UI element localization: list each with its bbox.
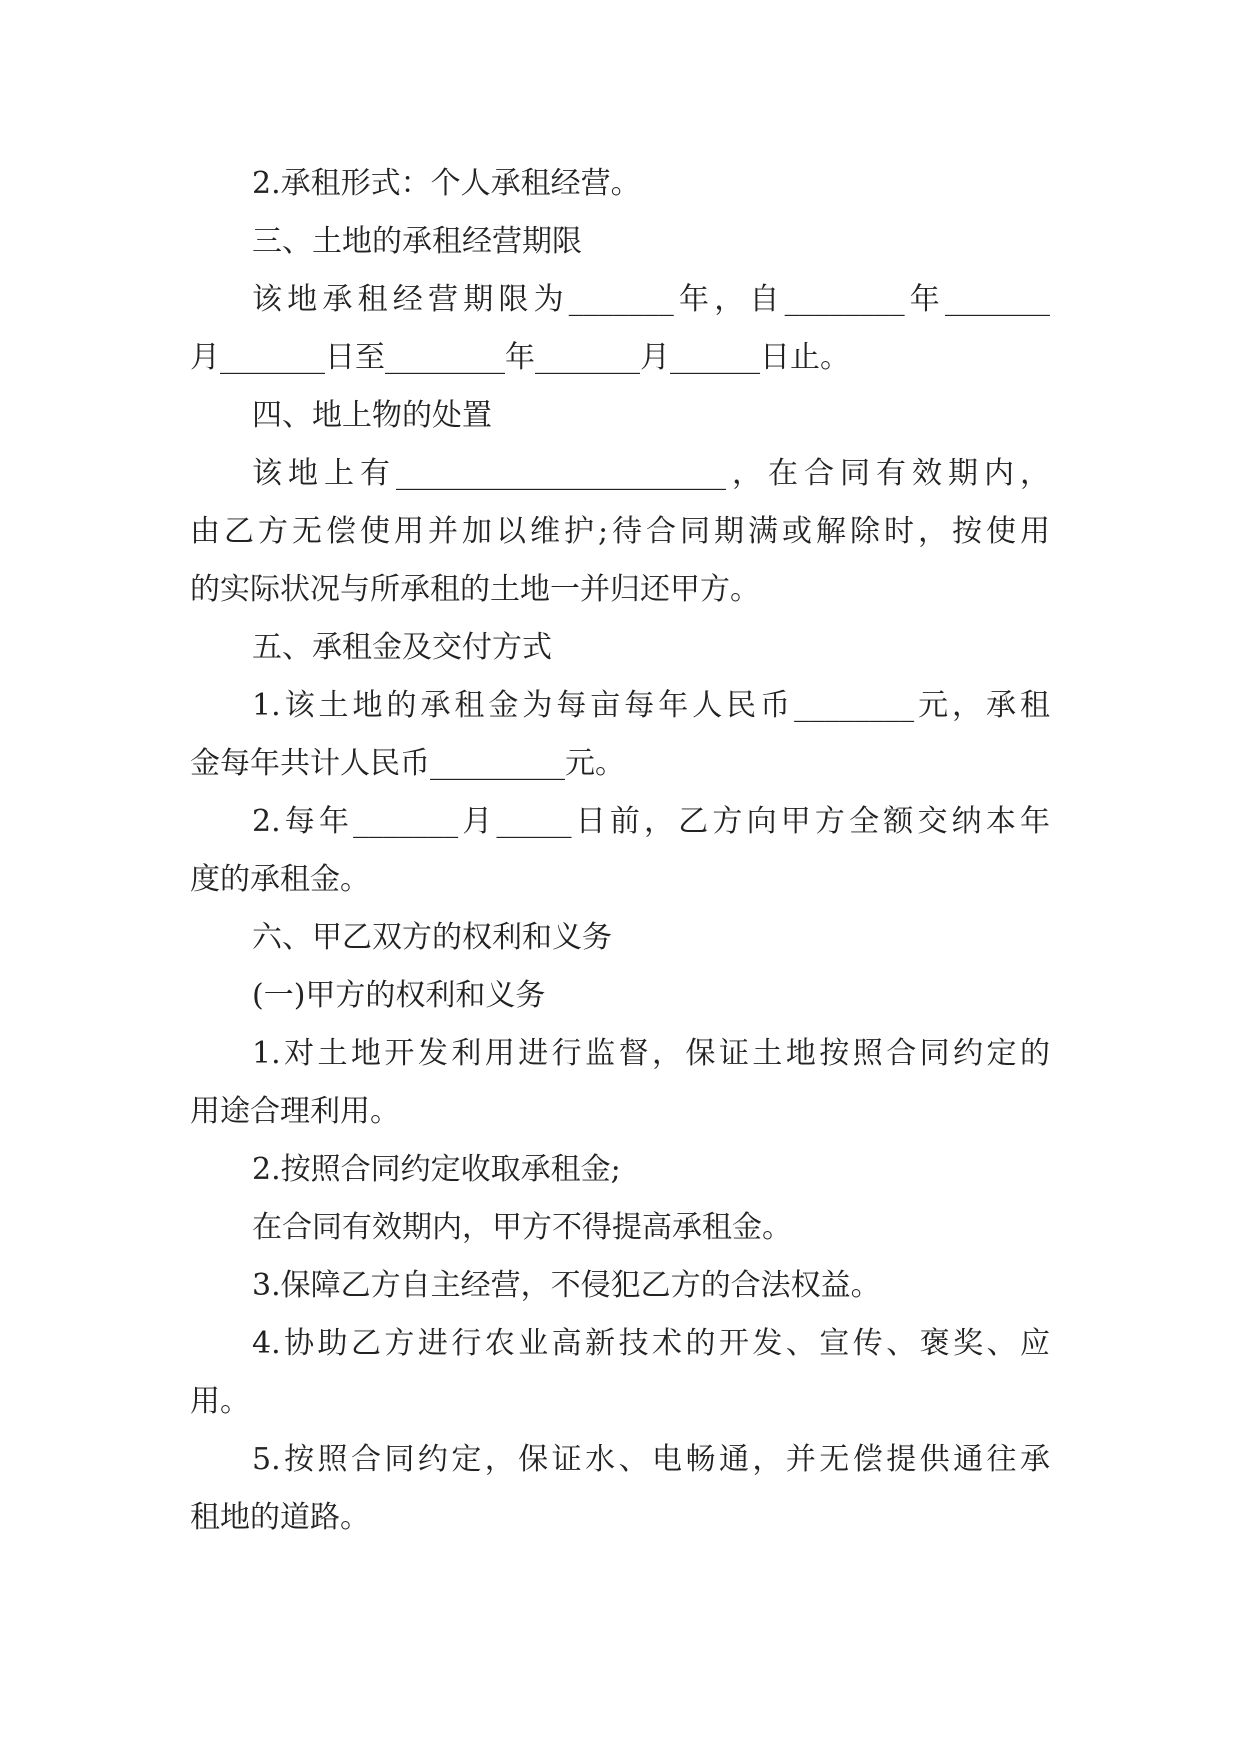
party-a-duty-5-line-1: 5.按照合同约定，保证水、电畅通，并无偿提供通往承	[252, 1442, 1050, 1477]
party-a-duty-1-line-2: 用途合理利用。	[190, 1094, 400, 1129]
rent-clause-2-line-1: 2.每年_______月_____日前，乙方向甲方全额交纳本年	[252, 804, 1050, 839]
party-a-duty-2: 2.按照合同约定收取承租金;	[252, 1152, 621, 1187]
section-3-heading: 三、土地的承租经营期限	[252, 224, 582, 259]
rent-clause-1-line-1: 1.该土地的承租金为每亩每年人民币________元，承租	[252, 688, 1050, 723]
party-a-duty-4-line-1: 4.协助乙方进行农业高新技术的开发、宣传、褒奖、应	[252, 1326, 1050, 1361]
rent-clause-1-line-2: 金每年共计人民币_________元。	[190, 746, 625, 781]
fixtures-line-2: 由乙方无偿使用并加以维护;待合同期满或解除时，按使用	[190, 514, 1050, 549]
party-a-duty-2-note: 在合同有效期内，甲方不得提高承租金。	[252, 1210, 792, 1245]
rent-clause-2-line-2: 度的承租金。	[190, 862, 370, 897]
section-6-heading: 六、甲乙双方的权利和义务	[252, 920, 612, 955]
fixtures-line-3: 的实际状况与所承租的土地一并归还甲方。	[190, 572, 760, 607]
party-a-duty-1-line-1: 1.对土地开发利用进行监督，保证土地按照合同约定的	[252, 1036, 1050, 1071]
section-4-heading: 四、地上物的处置	[252, 398, 492, 433]
clause-2-rental-form: 2.承租形式：个人承租经营。	[252, 166, 641, 201]
party-a-duty-4-line-2: 用。	[190, 1384, 250, 1419]
fixtures-line-1: 该地上有______________________，在合同有效期内，	[252, 456, 1050, 491]
rental-period-line-2: 月_______日至________年_______月______日止。	[190, 340, 850, 375]
subsection-party-a-heading: (一)甲方的权利和义务	[252, 978, 546, 1013]
party-a-duty-5-line-2: 租地的道路。	[190, 1500, 370, 1535]
party-a-duty-3: 3.保障乙方自主经营，不侵犯乙方的合法权益。	[252, 1268, 881, 1303]
rental-period-line-1: 该地承租经营期限为_______年，自________年_______	[252, 282, 1050, 317]
section-5-heading: 五、承租金及交付方式	[252, 630, 552, 665]
